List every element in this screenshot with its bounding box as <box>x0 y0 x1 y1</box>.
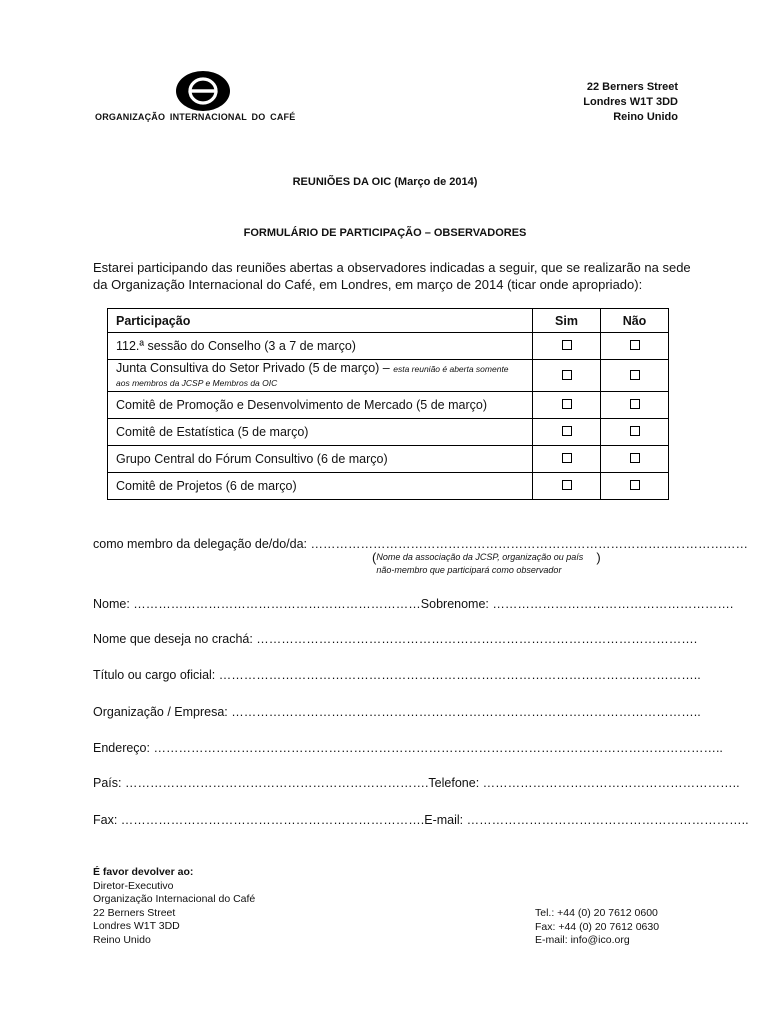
official-title-field[interactable]: Título ou cargo oficial: …………………………………………………………………………………………………….. <box>93 668 701 682</box>
return-line: Londres W1T 3DD <box>93 920 180 932</box>
organization-field[interactable]: Organização / Empresa: ………………………………………………………………………………………………….. <box>93 705 701 719</box>
header-no: Não <box>601 309 669 333</box>
name-field[interactable]: Nome: ……………………………………………………………Sobrenome: …………………………………………………. <box>93 597 734 611</box>
meeting-cell <box>108 360 533 392</box>
no-checkbox[interactable] <box>630 340 640 350</box>
meeting-label: Comitê de Estatística (5 de março) <box>108 419 533 446</box>
table-row <box>108 392 669 419</box>
ico-logo <box>95 70 317 130</box>
meeting-label: Grupo Central do Fórum Consultivo (6 de março) <box>108 446 533 473</box>
participation-table <box>107 308 669 500</box>
yes-checkbox[interactable] <box>562 480 572 490</box>
address-field[interactable]: Endereço: ……………………………………………………………………………………………………………………….. <box>93 741 723 755</box>
header-address <box>583 80 678 125</box>
yes-checkbox[interactable] <box>562 426 572 436</box>
yes-checkbox[interactable] <box>562 370 572 380</box>
meeting-label: 112.ª sessão do Conselho (3 a 7 de março) <box>108 333 533 360</box>
table-row <box>108 419 669 446</box>
badge-name-field[interactable]: Nome que deseja no crachá: ……………………………………………………………………………………………. <box>93 632 698 646</box>
no-checkbox[interactable] <box>630 426 640 436</box>
header-participation: Participação <box>108 309 533 333</box>
contact-phone: Tel.: +44 (0) 20 7612 0600 <box>535 907 658 919</box>
contact-email[interactable]: E-mail: info@ico.org <box>535 934 630 946</box>
delegation-note-text: Nome da associação da JCSP, organização ou país não-membro que participará como observador <box>376 552 584 575</box>
meetings-title: REUNIÕES DA OIC (Março de 2014) <box>292 176 478 188</box>
intro-paragraph: Estarei participando das reuniões abertas a observadores indicadas a seguir, que se realizarão na sede da Organização Internacional do Café, em Londres, em março de 2014 (ticar onde apropriado): <box>93 260 691 292</box>
table-row <box>108 446 669 473</box>
return-line: Diretor-Executivo <box>93 879 174 892</box>
return-address <box>93 866 255 947</box>
no-checkbox[interactable] <box>630 370 640 380</box>
meeting-label: Comitê de Projetos (6 de março) <box>108 473 533 500</box>
delegation-field[interactable]: como membro da delegação de/do/da: …………………………………………………………………………………………… <box>93 537 748 551</box>
table-row <box>108 473 669 500</box>
country-phone-field[interactable]: País: ……………………………………………………………….Telefone: …………………………………………………….. <box>93 776 740 790</box>
header-yes: Sim <box>533 309 601 333</box>
form-title: FORMULÁRIO DE PARTICIPAÇÃO – OBSERVADORES <box>243 227 527 239</box>
return-label: É favor devolver ao: <box>93 866 194 878</box>
address-line: Londres W1T 3DD <box>583 96 678 108</box>
ico-logo-icon <box>175 70 231 112</box>
logo-text: ORGANIZAÇÃO INTERNACIONAL DO CAFÉ <box>95 112 296 122</box>
meeting-label: Junta Consultiva do Setor Privado (5 de março) – <box>116 360 390 375</box>
return-line: Organização Internacional do Café <box>93 893 256 905</box>
yes-checkbox[interactable] <box>562 453 572 463</box>
yes-checkbox[interactable] <box>562 340 572 350</box>
table-row <box>108 333 669 360</box>
contact-info <box>535 907 659 948</box>
no-checkbox[interactable] <box>630 480 640 490</box>
meeting-label: Comitê de Promoção e Desenvolvimento de Mercado (5 de março) <box>108 392 533 419</box>
return-line: 22 Berners Street <box>93 906 176 919</box>
table-header-row <box>108 309 669 333</box>
address-line: 22 Berners Street <box>586 81 678 93</box>
meeting-note: esta reunião é aberta somente aos membros da JCSP e Membros da OIC <box>116 363 509 388</box>
contact-fax: Fax: +44 (0) 20 7612 0630 <box>535 920 660 933</box>
no-checkbox[interactable] <box>630 399 640 409</box>
table-row <box>108 360 669 392</box>
address-line: Reino Unido <box>613 111 678 123</box>
return-line: Reino Unido <box>93 933 151 946</box>
yes-checkbox[interactable] <box>562 399 572 409</box>
delegation-note: (Nome da associação da JCSP, organização ou país não-membro que participará como observador) <box>372 550 601 575</box>
fax-email-field[interactable]: Fax: ……………………………………………………………….E-mail: ………………………………………………………….. <box>93 813 749 827</box>
no-checkbox[interactable] <box>630 453 640 463</box>
